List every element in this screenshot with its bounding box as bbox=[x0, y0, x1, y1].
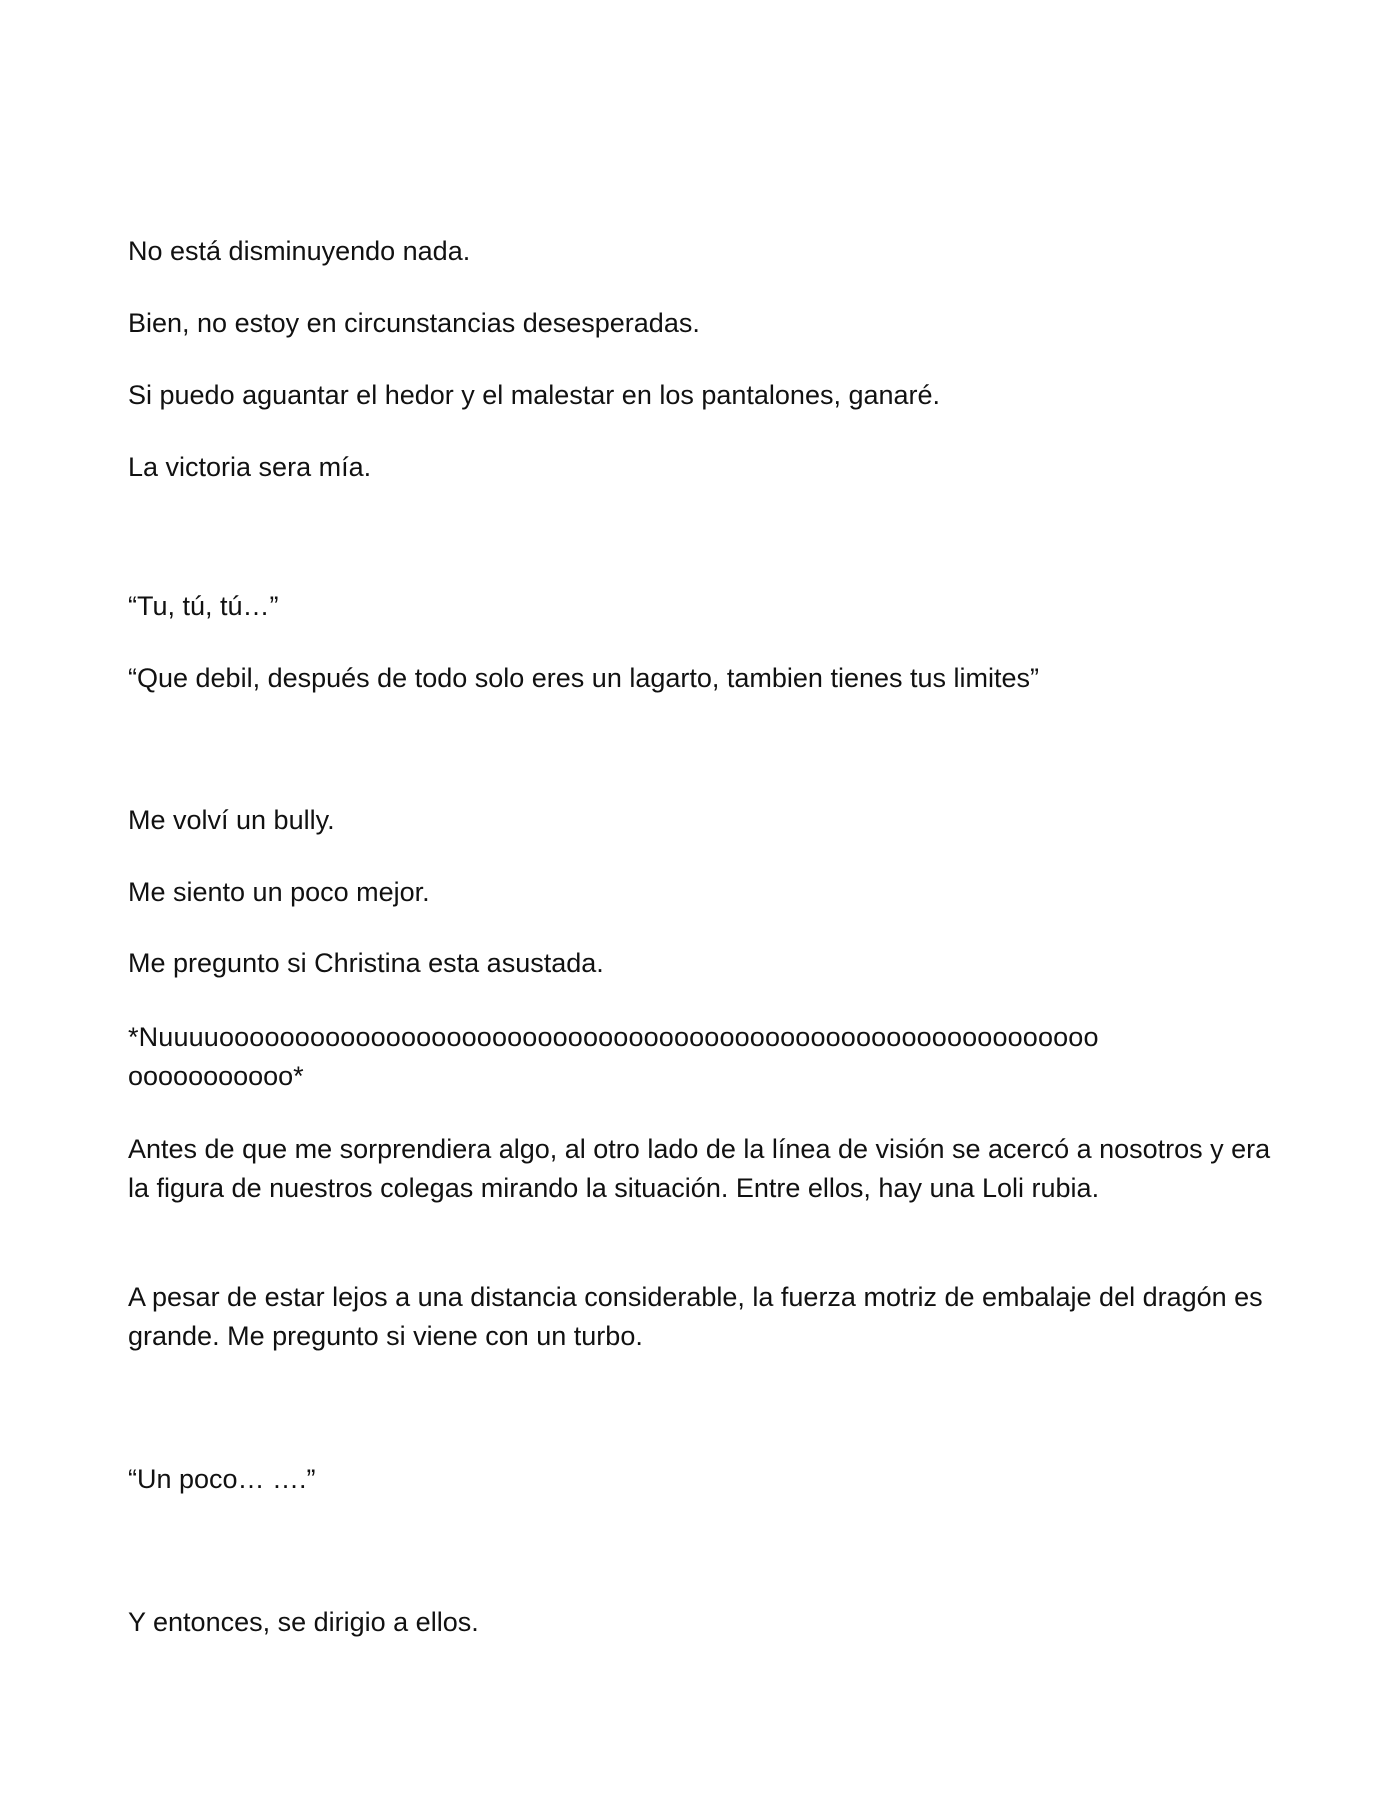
paragraph: Me pregunto si Christina esta asustada. bbox=[128, 948, 604, 978]
paragraph: Y entonces, se dirigio a ellos. bbox=[128, 1607, 479, 1637]
paragraph: Me siento un poco mejor. bbox=[128, 877, 430, 907]
paragraph: La victoria sera mía. bbox=[128, 452, 372, 482]
dialogue-line: “Que debil, después de todo solo eres un lagarto, tambien tienes tus limites” bbox=[128, 663, 1040, 693]
sound-effect-line: *Nuuuuoooooooooooooooooooooooooooooooooooooooooooooooooooooooooo bbox=[128, 1022, 1099, 1052]
paragraph: No está disminuyendo nada. bbox=[128, 236, 471, 266]
paragraph: Antes de que me sorprendiera algo, al otro lado de la línea de visión se acercó a nosotros y era la figura de nuestros colegas mirando la situación. Entre ellos, hay una Loli rubia. bbox=[128, 1134, 1271, 1203]
dialogue-line: “Un poco… ….” bbox=[128, 1464, 316, 1494]
paragraph: Bien, no estoy en circunstancias desesperadas. bbox=[128, 308, 700, 338]
paragraph: Si puedo aguantar el hedor y el malestar en los pantalones, ganaré. bbox=[128, 380, 941, 410]
sound-effect-line: ooooooooooo* bbox=[128, 1061, 304, 1091]
paragraph: Me volví un bully. bbox=[128, 805, 335, 835]
paragraph: A pesar de estar lejos a una distancia considerable, la fuerza motriz de embalaje del dragón es grande. Me pregunto si viene con un turbo. bbox=[128, 1282, 1263, 1351]
dialogue-line: “Tu, tú, tú…” bbox=[128, 591, 279, 621]
